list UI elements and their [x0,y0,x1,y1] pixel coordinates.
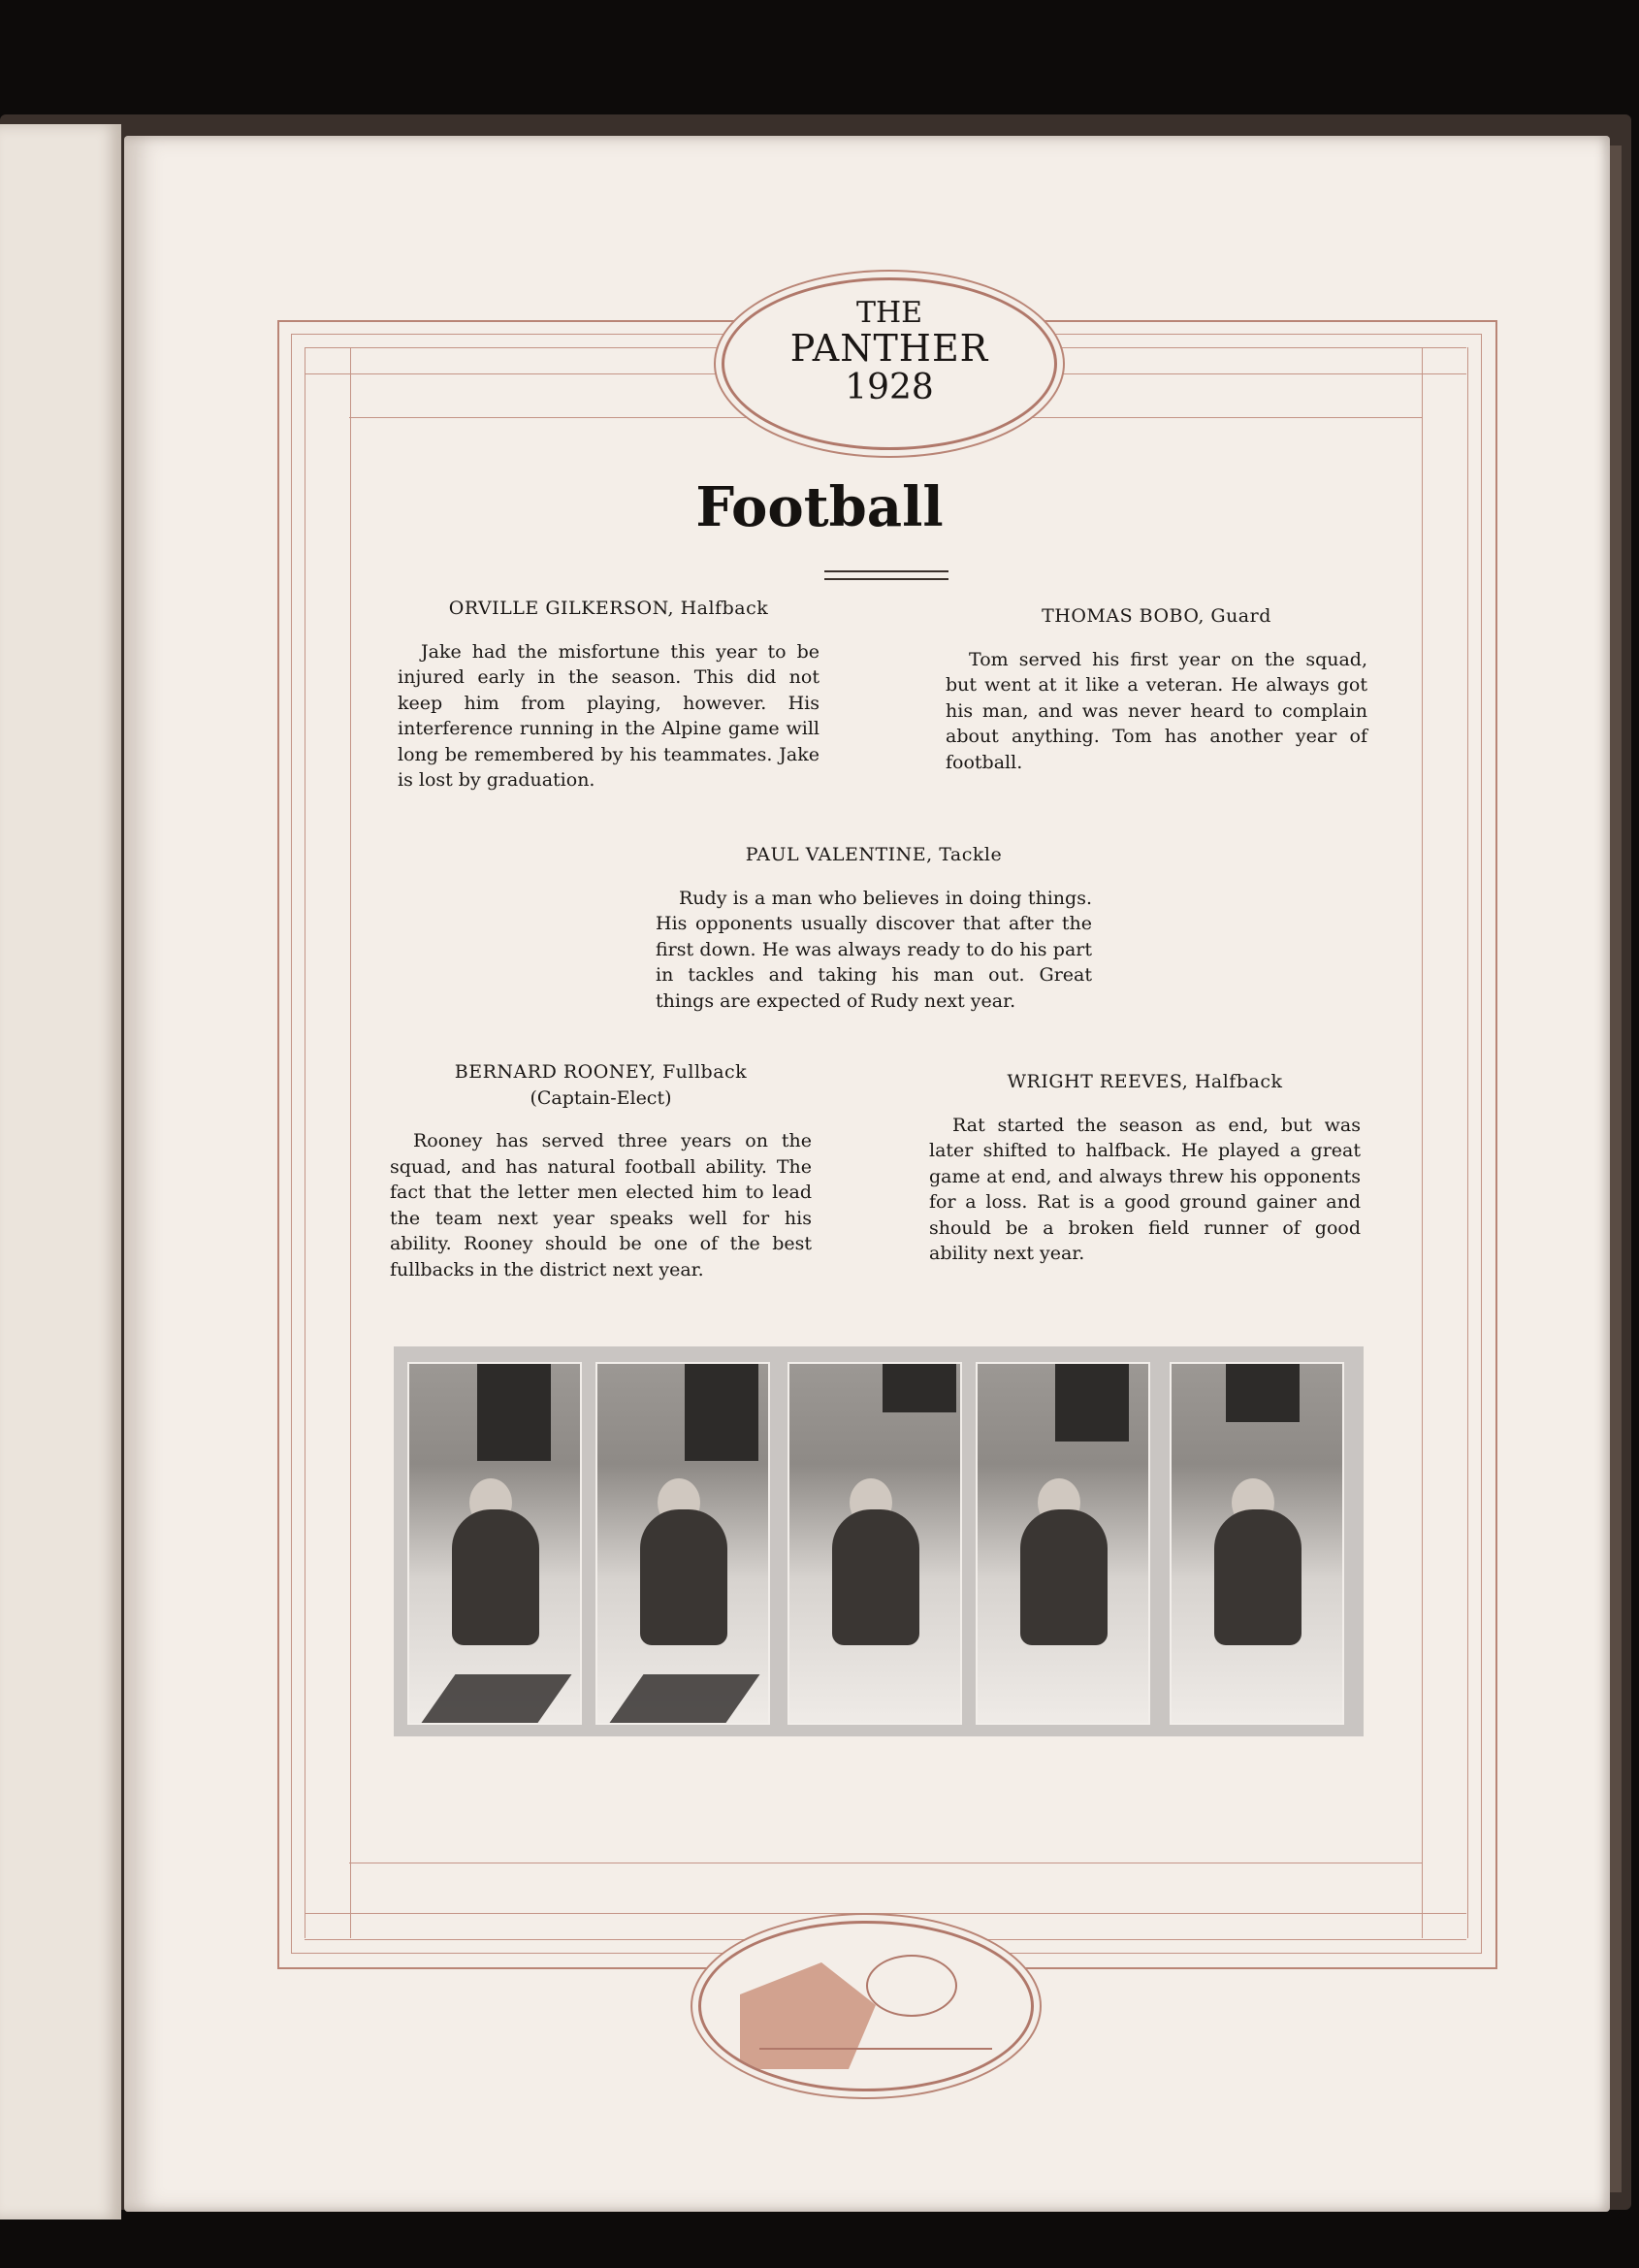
player-photo [1170,1362,1344,1725]
player-figure [1214,1509,1302,1645]
window [685,1364,758,1461]
bio-name: THOMAS BOBO, Guard [1042,605,1271,627]
window [1226,1364,1300,1422]
player-figure [1020,1509,1108,1645]
bio-text: Rudy is a man who believes in doing things. His opponents usually discover that after the first down. He was always ready to do his part in tackles and taking his man out. Great things are expected of Rudy next year. [656,887,1092,1012]
player-figure [832,1509,919,1645]
bio-valentine [656,842,1092,1014]
bio-subtitle: (Captain-Elect) [530,1086,672,1109]
bio-text: Rat started the season as end, but was later shifted to halfback. He played a great game at end, and always threw his opponents for a loss. Rat is a good ground gainer and should be a broken field runner of good ability next year. [929,1114,1361,1264]
bio-gilkerson [398,596,820,794]
window [883,1364,956,1412]
player-figure [452,1509,539,1645]
bio-text: Tom served his first year on the squad, but went at it like a veteran. He always got his man, and was never heard to complain about anything. Tom has another year of football. [946,648,1367,773]
bio-name: BERNARD ROONEY, Fullback [454,1061,748,1083]
player-photo [976,1362,1150,1725]
cliff-illustration [740,1962,876,2069]
border-right-rail [1422,347,1468,1938]
bio-name: PAUL VALENTINE, Tackle [745,844,1003,865]
header-line-3: 1928 [845,368,934,407]
header-oval [722,277,1057,450]
bio-text: Jake had the misfortune this year to be injured early in the season. This did not keep him from playing, however. His interference running in the Alpine game will long be remembered by his teammates. Jake is lost by graduation. [398,640,820,791]
player-figure [640,1509,727,1645]
border-left-rail [305,347,351,1938]
bio-rooney [390,1059,812,1282]
player-photo [787,1362,962,1725]
bio-bobo [946,603,1367,775]
window [1055,1364,1129,1442]
bio-text: Rooney has served three years on the squad, and has natural football ability. The fact that the letter men elected him to lead the team next year speaks well for his ability. Rooney should be one of the best fullbacks in the district next year. [390,1130,812,1280]
player-photo [407,1362,582,1725]
bio-reeves [929,1069,1361,1267]
cloud-illustration [866,1955,957,2017]
header-line-2: PANTHER [789,327,989,370]
player-photo [595,1362,770,1725]
left-page-edge [0,124,121,2219]
title-underline [824,570,948,580]
window [477,1364,551,1461]
page-edge [1610,146,1622,2192]
page-title: Football [695,475,944,539]
bio-name: WRIGHT REEVES, Halfback [1007,1071,1283,1092]
ground-shadow [609,1674,759,1723]
landscape-vignette [698,1921,1034,2091]
header-line-1: THE [855,296,923,330]
bio-name: ORVILLE GILKERSON, Halfback [448,598,769,619]
ground-shadow [421,1674,571,1723]
river-illustration [759,2048,992,2050]
team-photo-strip [394,1346,1364,1736]
